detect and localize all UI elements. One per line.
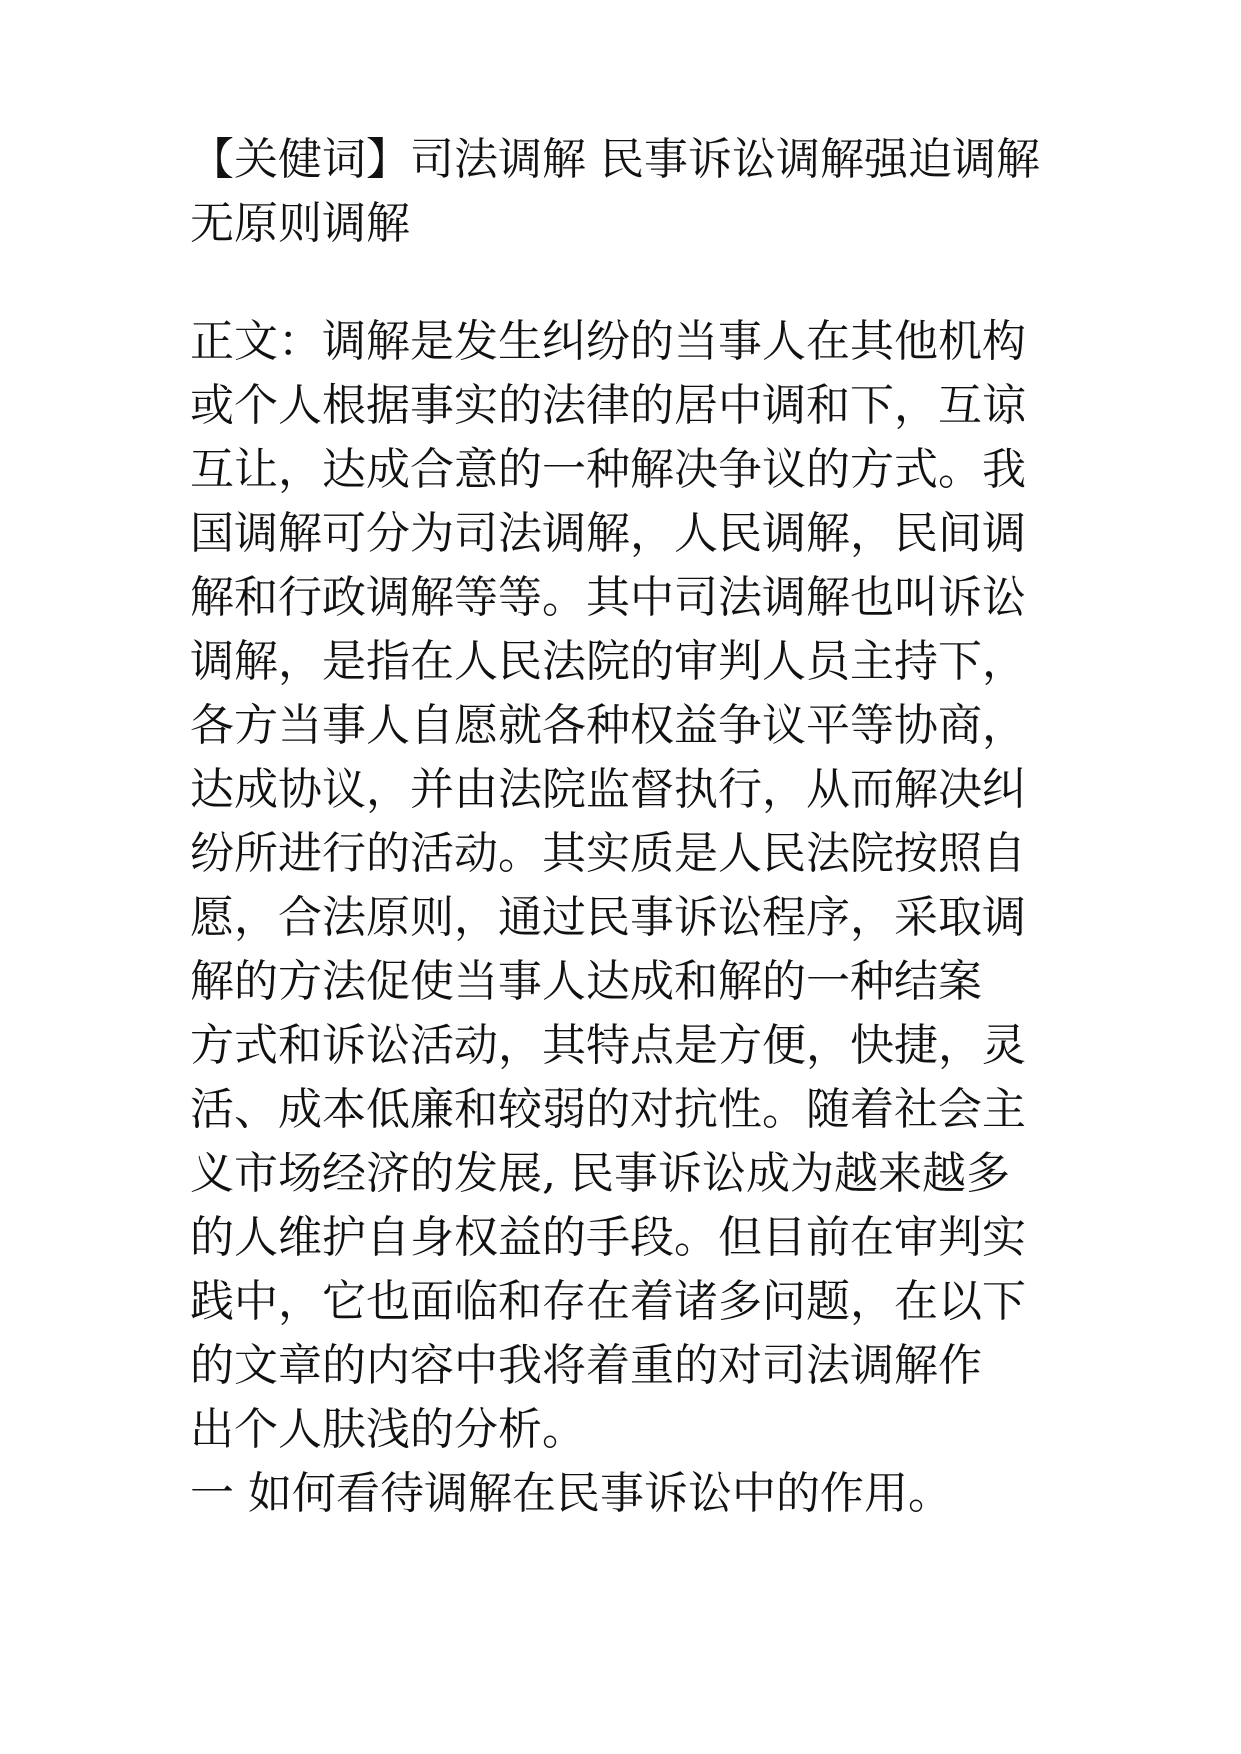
- body-line-16: 践中，它也面临和存在着诸多问题，在以下: [190, 1276, 1026, 1327]
- body-line-14: 义市场经济的发展, 民事诉讼成为越来越多: [190, 1148, 1010, 1199]
- body-line-9: 纷所进行的活动。其实质是人民法院按照自: [190, 828, 1026, 879]
- body-line-2: 或个人根据事实的法律的居中调和下，互谅: [190, 380, 1026, 431]
- body-line-10: 愿，合法原则，通过民事诉讼程序，采取调: [190, 892, 1026, 943]
- section-heading: 一 如何看待调解在民事诉讼中的作用。: [190, 1468, 952, 1519]
- body-line-7: 各方当事人自愿就各种权益争议平等协商，: [190, 700, 1026, 751]
- body-line-12: 方式和诉讼活动，其特点是方便，快捷，灵: [190, 1020, 1026, 1071]
- keywords-line-1: 【关健词】司法调解 民事诉讼调解强迫调解: [190, 134, 1040, 185]
- body-line-4: 国调解可分为司法调解，人民调解，民间调: [190, 508, 1026, 559]
- keywords-line-2: 无原则调解: [190, 198, 410, 249]
- body-line-3: 互让，达成合意的一种解决争议的方式。我: [190, 444, 1026, 495]
- body-line-1: 正文：调解是发生纠纷的当事人在其他机构: [190, 316, 1026, 367]
- body-line-13: 活、成本低廉和较弱的对抗性。随着社会主: [190, 1084, 1026, 1135]
- body-line-8: 达成协议，并由法院监督执行，从而解决纠: [190, 764, 1026, 815]
- body-line-15: 的人维护自身权益的手段。但目前在审判实: [190, 1212, 1026, 1263]
- body-line-17: 的文章的内容中我将着重的对司法调解作: [190, 1340, 982, 1391]
- body-line-11: 解的方法促使当事人达成和解的一种结案: [190, 956, 982, 1007]
- body-line-6: 调解，是指在人民法院的审判人员主持下，: [190, 636, 1026, 687]
- body-line-5: 解和行政调解等等。其中司法调解也叫诉讼: [190, 572, 1026, 623]
- body-line-18: 出个人肤浅的分析。: [190, 1404, 586, 1455]
